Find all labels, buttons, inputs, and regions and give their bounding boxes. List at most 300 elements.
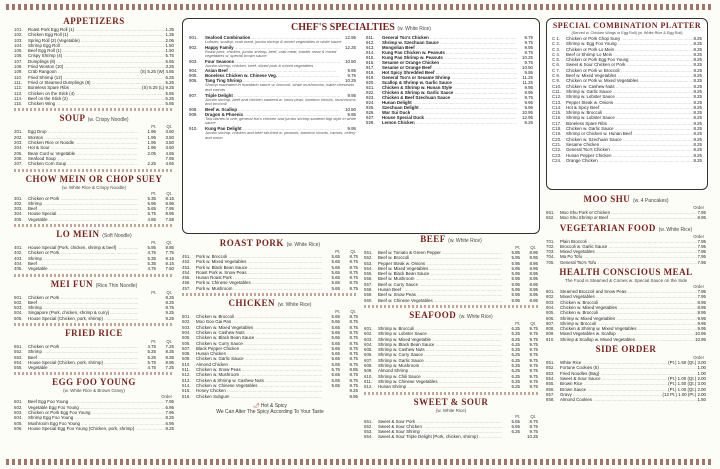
header-qt: Qt. [350,309,356,315]
price-pint: 5.65 [331,259,340,265]
item-name: Mixed Vegetables w. Scallop ..... [560,331,695,336]
item-name: House Special (Chicken, pork, shrimp) ..... [28,360,138,365]
price: 8.25 [693,120,702,126]
price-pint: 5.65 [331,329,340,335]
item-number: 551. [364,250,373,255]
item-name: Tang Ting Shrimp ..... [205,78,340,83]
price-order: 7.95 [697,294,706,300]
item-number: 553. [364,260,373,266]
price-pint: 5.75 [147,211,156,217]
seafood-list [364,326,538,390]
price-pint: 5.35 [147,195,156,201]
header-order: Order [161,394,172,400]
price-order: (Pt.) 1.00 (Qt.) 2.00 [668,386,706,392]
price: 11.25 [522,75,533,80]
price-quart: 8.75 [349,319,358,325]
item-number: 652. [546,215,555,221]
price-quart: 8.95 [529,276,538,282]
column-mid-left [182,236,358,455]
price-pint: 6.25 [511,347,520,353]
item-name: Hot & Spicy Beef ..... [566,105,693,110]
price-quart: 9.25 [349,388,358,394]
item-number: C 7. [552,67,561,73]
item-name: Chicken or Pork w. Mixed Vegetables ..... [566,78,693,83]
item-number: 606. [364,352,373,358]
item-name: Hunan Delight ..... [382,100,517,105]
item-name: Plain Broccoli ..... [560,239,697,244]
item-name: Shrimp ..... [28,256,138,261]
fried-rice-list [14,344,174,370]
item-name: Beef Egg Foo Young ..... [28,399,165,404]
chef-item [189,112,356,126]
item-name: Beef ..... [28,206,138,211]
item-name: Black Pepper Chicken ..... [196,346,322,351]
item-number: 610. [364,373,373,379]
chicken-title [182,298,358,308]
chef-item [189,59,356,69]
item-number: C 1. [552,36,561,41]
item-number: 555. [14,365,23,371]
item-name: Shrimp w. Chili Sauce ..... [378,374,502,379]
egg-foo-young-sub: (w. White Rice & Brown Gravy) [63,388,125,394]
price-pint: 5.25 [147,349,156,355]
price-pint: 5.95 [147,245,156,251]
item-description: Jumbo shrimp, chicken, beef, sliced pork & mixed vegetables [205,62,314,68]
item-name: Chicken or Pork w. Broccoli ..... [566,68,693,73]
item-name: Chicken or Pork Egg Foo Young ..... [28,410,165,415]
divider [14,323,174,326]
price-quart: 9.75 [529,384,538,390]
price-quart: 8.95 [529,265,538,271]
item-name: Shrimp w. Lobster Sauce ..... [378,331,502,336]
soup-title [14,113,174,123]
price-quart: 8.35 [165,354,174,360]
divider [364,305,538,308]
item-number: 810. [546,336,555,342]
price-quart: 8.75 [349,361,358,367]
item-number: 651. [546,210,555,215]
item-number: 105. [14,48,23,54]
item-number: C12. [552,94,562,100]
price-order: 1.50 [697,397,706,403]
item-name: Vegetable Egg Foo Young ..... [28,405,165,410]
item-number: 651. [364,418,373,424]
item-number: 916. [366,60,375,65]
column-right [546,192,706,455]
price-pint: 5.65 [331,372,340,378]
price-quart: 8.75 [349,356,358,362]
item-name: Beef w. Mixed Vegetables ..... [378,266,502,271]
price: 8.25 [693,46,702,52]
price-quart: 8.95 [165,200,174,206]
price: 5.65 [165,58,174,64]
price-quart: 7.95 [165,206,174,212]
header-qt: Qt. [166,289,172,295]
price-pint: 5.65 [331,319,340,325]
item-number: 503. [14,305,23,311]
top-border [6,4,714,10]
chef-left-list [189,35,356,140]
item-name: Fried Wonton (10) ..... [28,64,165,69]
item-number: C17. [552,120,562,126]
price-pint: 5.35 [147,255,156,261]
header-pt: Pt. [515,320,521,326]
item-number: 554. [364,265,373,271]
item-name: Chicken w. Garlic Sauce ..... [566,126,693,131]
item-name: Fried Shrimp (12) ..... [28,75,165,80]
item-number: 402. [14,250,23,256]
item-number: 453. [182,264,191,270]
item-number: C 9. [552,78,561,84]
item-description: Roast pork, chicken, jumbo shrimp, beef, crab meat, lobster meat & mixed vegetables w. special brown sauce [205,48,337,59]
item-name: Hunan Chicken ..... [196,351,322,356]
price: 1.35 [165,32,174,38]
item-number: 703. [546,249,555,255]
header-pt: Pt. [151,124,157,130]
item-number: 604. [364,341,373,347]
price-pint: 5.65 [331,351,340,357]
price-quart: 8.25 [165,299,174,305]
item-name: General Tso's Chicken ..... [566,147,693,152]
item-name: Shrimp w. Broccoli ..... [566,110,693,115]
chef-item [366,120,533,125]
price-pint: 6.25 [511,336,520,342]
item-name: Chicken w. Szechuan Sauce ..... [566,137,693,142]
price-pint: 5.95 [511,287,520,293]
price-order: 7.95 [697,210,706,215]
item-number: C14. [552,104,562,110]
menu-item-row [364,298,538,303]
item-name: Almond Shrimp ..... [378,368,502,373]
price-quart: 7.58 [165,216,174,222]
item-number: 205. [14,150,23,156]
mei-fun-title [14,279,174,289]
combo-list [547,36,707,163]
item-number: 403. [14,255,23,261]
item-number: 507. [182,345,191,351]
price: 9.75 [524,35,533,40]
price: 5.75 [165,53,174,59]
item-number: 511. [182,367,191,373]
item-name: Moo Shu Pork or Chicken ..... [560,210,697,215]
price: 9.95 [524,90,533,95]
price-quart: 3.50 [165,145,174,151]
price: 10.50 [345,106,356,112]
item-name: Roast Pork w. Snow Peas ..... [196,270,322,275]
item-name: Almond Chicken ..... [196,362,322,367]
item-number: 552. [364,255,373,261]
divider [364,392,538,395]
item-name: Chicken or Pork ..... [28,295,138,300]
menu-item-row [552,158,702,163]
item-name: Chicken or Pork ..... [28,196,138,201]
combo-platter-box [546,18,708,190]
column-left [14,14,174,455]
moo-shu-sub: (w. 4 Pancakes) [632,198,669,204]
item-number: 654. [364,434,373,440]
menu-item-row [546,337,706,342]
menu-item-row [182,394,358,399]
chef-right-list [366,35,533,140]
price-quart: 8.95 [529,271,538,277]
item-name: Hunan Beef ..... [378,287,502,292]
price-quart: 9.25 [165,310,174,316]
price: 1.50 [165,42,174,48]
price-quart: 8.75 [529,423,538,429]
price-pint: 5.95 [511,250,520,255]
price-quart: 8.75 [349,340,358,346]
item-name: Chicken w. Broccoli ..... [560,310,697,315]
item-number: C 6. [552,62,561,68]
item-number: 921. [366,85,375,90]
item-number: C21. [552,141,562,147]
price-quart: 9.75 [529,341,538,347]
item-name: Chicken or Pork Lo Mein ..... [566,47,693,52]
item-name: Chicken on the Stick (4) ..... [28,91,165,96]
item-name: House Special Duck ..... [382,115,517,120]
menu-item-row [14,365,174,370]
beef-list [364,250,538,303]
item-number: 516. [182,393,191,399]
price: 8.25 [693,41,702,47]
item-number: 920. [366,80,375,85]
item-number: 922. [366,90,375,95]
beef-sub: (w. White Rice) [448,238,482,244]
price-quart: 8.75 [349,275,358,281]
price-pint: 5.65 [331,264,340,270]
chow-mein-sub: (w. White Rice & Crispy Noodle) [61,184,127,190]
item-number: 611. [364,378,373,384]
item-description: Jumbo shrimp, chicken and beef stir-fried w. peanuts, bamboo shoots, carrots, celery and onion [205,129,356,140]
price-pint: 5.65 [331,335,340,341]
item-name: Shrimp w. Chinese Vegetables ..... [378,379,502,384]
item-name: Chicken Egg Roll (1) ..... [28,32,165,37]
item-name: Fried Noodles (Bag) ..... [560,371,697,376]
item-name: Beef w. Black Bean Sauce ..... [378,271,502,276]
item-number: 101. [14,27,23,32]
price-quart: 8.95 [529,297,538,303]
item-number: 905. [189,73,198,79]
price: 8.25 [693,94,702,100]
price-quart: 8.75 [349,280,358,286]
price-pint: 6.25 [511,357,520,363]
item-name: Shrimp Egg Roll ..... [28,43,165,48]
item-number: 512. [182,372,191,378]
menu-item-row [14,161,174,166]
item-number: 927. [366,115,375,120]
price: 12.25 [345,44,356,50]
item-name: Mushroom Egg Foo Young ..... [28,421,165,426]
price-quart: 8.95 [165,211,174,217]
price-quart: 8.75 [529,418,538,424]
header-qt: Qt. [166,124,172,130]
item-name: Kung Pao Chicken w. Peanuts ..... [382,50,517,55]
item-number: 923. [366,95,375,100]
price-pint: 5.35 [147,260,156,266]
spicy-note: We Can Alter The Spicy According To Your Taste [216,408,324,415]
item-number: 455. [182,275,191,281]
price-quart: 8.75 [349,314,358,320]
combo-title: SPECIAL COMBINATION PLATTER [552,21,702,30]
item-number: 303. [14,206,23,212]
item-name: Sweet & Sour Pork ..... [378,419,502,424]
price-order: 9.95 [697,315,706,321]
item-number: C18. [552,126,562,132]
item-number: 851. [546,360,555,366]
item-number: 804. [546,304,555,310]
side-order-title: SIDE ORDER [595,344,657,355]
price-pint: 5.75 [147,359,156,365]
price-quart: 3.50 [165,129,174,135]
item-number: 925. [366,105,375,110]
roast-pork-title-text: ROAST PORK [219,238,284,248]
menu-item-row [546,260,706,265]
price: 8.25 [693,99,702,105]
item-name: House Special Egg Foo Young (Chicken, pork, shrimp) ..... [28,426,165,431]
price-pint: 5.75 [331,367,340,373]
item-number: 918. [366,70,375,75]
menu-item-row [364,384,538,389]
item-name: Shrimp Egg Foo Young ..... [28,415,165,420]
item-number: 910. [189,125,198,131]
roast-pork-list [182,254,358,291]
item-name: Beef or Shrimp Lo Mein ..... [566,52,693,57]
item-number: 456. [182,280,191,286]
item-name: Pork w. Mushroom ..... [196,286,322,291]
price-quart: 10.25 [527,434,538,440]
item-name: Shrimp w. Garlic Sauce ..... [566,89,693,94]
price-pint: 6.25 [511,368,520,374]
item-number: 915. [366,55,375,60]
item-number: 904. [189,68,198,74]
price-pint: 4.75 [147,250,156,256]
price: 10.25 [345,78,356,84]
item-name: Pork w. Chinese Vegetables ..... [196,280,322,285]
item-number: 928. [366,120,375,125]
item-number: 207. [14,161,23,167]
price-order: 8.25 [165,415,174,421]
price-pint: 5.65 [331,340,340,346]
price: 9.75 [524,50,533,55]
item-name: Vegetable ..... [28,266,138,271]
item-number: 702. [546,243,555,249]
price-order: 8.25 [165,425,174,431]
price-order: 7.95 [697,238,706,244]
item-number: 855. [546,381,555,387]
price: (S) 5.25 (W) 4.85 [140,69,174,75]
price-pint: 5.95 [511,292,520,298]
price: 8.25 [693,141,702,147]
item-name: Shrimp ..... [28,201,138,206]
moo-shu-list [546,210,706,221]
item-number: 701. [546,238,555,244]
item-number: 603. [14,410,23,416]
item-name: General Tso's Chicken ..... [382,35,517,40]
item-name: Chicken w. Snow Peas ..... [196,367,322,372]
price: 10.50 [345,58,356,64]
item-name: Broccoli w. Garlic Sauce ..... [560,244,697,249]
item-name: Boneless Chicken w. Chinese Veg. ..... [205,73,340,78]
item-number: 114. [14,95,23,101]
soup-list [14,129,174,166]
item-number: 605. [364,347,373,353]
price-pint: 6.25 [511,378,520,384]
item-name: Seafood Soup ..... [28,156,138,161]
header-qt: Qt. [166,338,172,344]
item-name: Chicken & Shrimp w. Mixed Vegetables ..... [560,326,697,331]
price-quart: 3.50 [165,140,174,146]
item-number: 457. [182,285,191,291]
price: 10.25 [522,55,533,60]
item-number: 115. [14,101,23,107]
price-order: 6.95 [165,420,174,426]
item-name: Hot Spicy Shredded Beef ..... [382,70,517,75]
item-number: 109. [14,69,23,75]
item-name: Beef ..... [28,355,138,360]
chef-specialties-box [182,18,540,234]
item-description: Shrimp marinated in mandarin sauce w. broccoli, straw mushrooms, water chestnuts and carrots [205,82,355,92]
item-number: 902. [189,44,198,50]
item-number: 113. [14,90,23,96]
chef-item [189,93,356,107]
item-number: C 3. [552,46,561,52]
vegetarian-title-text: VEGETARIAN FOOD [559,222,656,233]
price: 12.95 [522,115,533,120]
chicken-sub: (w. White Rice) [277,302,312,309]
menu-item-row [14,266,174,271]
item-number: 505. [14,315,23,321]
price-pint: 6.25 [511,429,520,435]
price-pint: 5.95 [511,297,520,303]
item-number: 912. [366,40,375,45]
price-order: 7.95 [697,243,706,249]
item-name: Egg Drop ..... [28,129,138,134]
item-name: Sweet & Sour Chicken ..... [378,424,502,429]
item-number: 601. [14,399,23,405]
item-number: 206. [14,155,23,161]
price-quart: 8.75 [349,345,358,351]
price-pint: 5.65 [511,423,520,429]
item-number: 857. [546,391,555,397]
vegetarian-list [546,239,706,265]
beef-title [364,234,538,244]
item-number: C 8. [552,73,561,79]
item-number: C 5. [552,57,561,63]
header-order: Order [693,205,704,210]
price: 9.95 [524,70,533,75]
price-order: 7.95 [697,254,706,260]
item-number: 103. [14,37,23,43]
item-description: Two dishes in one, general tso's chicken and jumbo shrimp sauteed bigi style in white sauce [205,115,356,126]
item-number: 802. [546,294,555,300]
item-name: Chicken w. Broccoli ..... [196,314,322,319]
price-quart: 8.95 [349,393,358,399]
item-number: 552. [14,349,23,355]
item-number: 558. [364,287,373,293]
item-number: 906. [189,78,198,84]
item-name: Chicken & Beef Szechuan Sauce ..... [382,95,517,100]
price-quart: 7.95 [165,155,174,161]
price-quart: 8.75 [349,335,358,341]
item-number: 104. [14,42,23,48]
header-pt: Pt. [151,338,157,344]
price-quart: 9.75 [529,373,538,379]
item-name: Dumplings (8) ..... [28,59,165,64]
price-quart: 8.35 [165,349,174,355]
menu-item-row [182,286,358,291]
price: 12.95 [345,35,356,40]
item-number: 913. [366,45,375,50]
